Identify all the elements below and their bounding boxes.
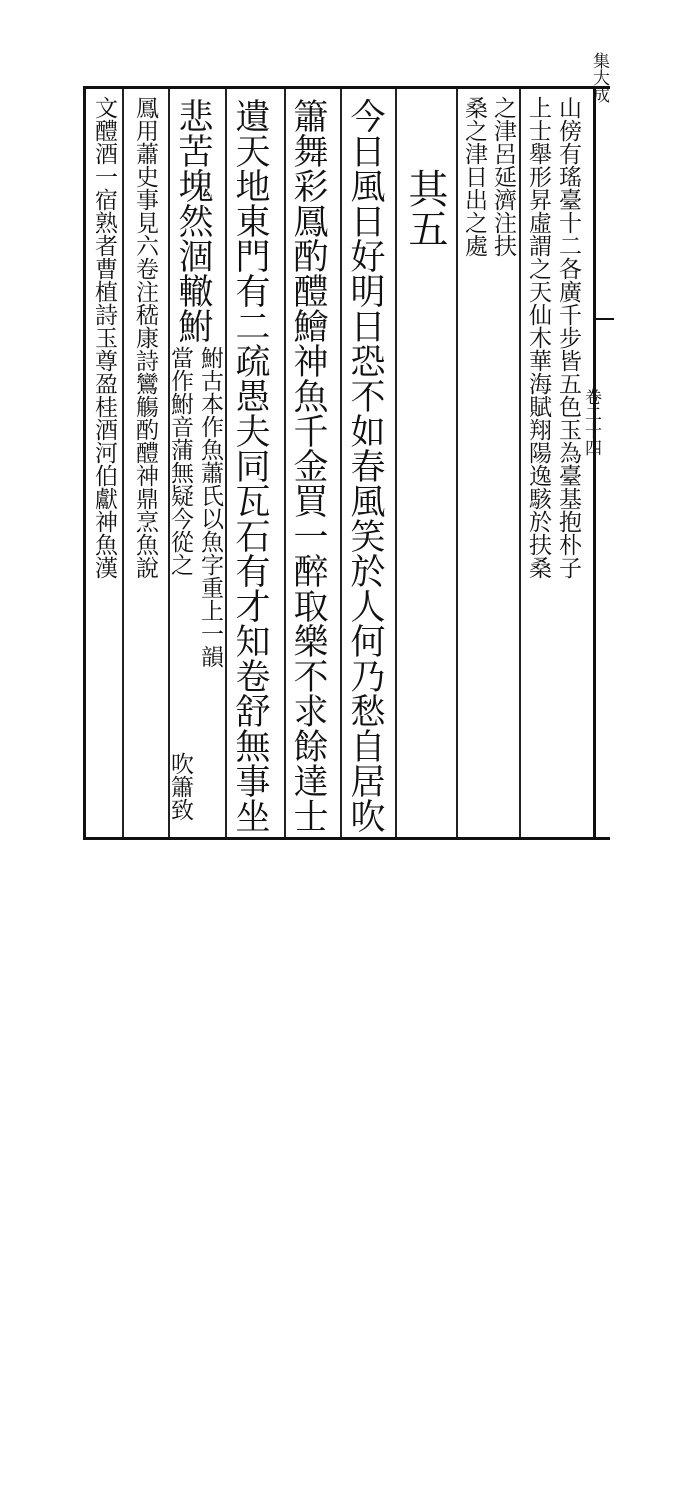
commentary-column: 鳳用蕭史事見六卷注嵇康詩鸞觴酌醴神鼎烹魚說 — [132, 96, 158, 579]
poem-column: 遺天地東門有二疏愚夫同瓦石有才知卷舒無事坐 — [230, 98, 270, 833]
commentary-column: 文醴酒一宿熟者曹植詩玉尊盈桂酒河伯獻神魚漢 — [91, 96, 117, 579]
column-rule — [456, 89, 458, 837]
column-rule — [284, 89, 286, 837]
text-column: 山傍有瑤臺十二各廣千步皆五色玉為臺基抱朴子 — [555, 96, 581, 579]
column-rule — [340, 89, 342, 837]
section-title: 其五 — [402, 168, 448, 248]
commentary-column: 當作鮒音蒲無疑今從之 — [167, 346, 193, 576]
column-rule — [225, 89, 227, 837]
volume-label: 卷二十四 — [581, 388, 601, 456]
text-column: 上士舉形昇虛謂之天仙木華海賦翔陽逸駭於扶桑 — [525, 96, 551, 579]
column-rule — [519, 89, 521, 837]
commentary-column: 鮒古本作魚蕭氏以魚字重上一韻 — [197, 346, 223, 668]
column-rule — [122, 89, 124, 837]
page-frame-margin — [596, 86, 610, 840]
poem-column: 悲苦塊然涸轍鮒 — [173, 98, 213, 343]
commentary-column: 吹簫致 — [167, 752, 193, 821]
fishtail-mark — [596, 318, 614, 320]
text-column: 桑之津日出之處 — [461, 96, 487, 257]
margin-title: 集大成 — [589, 52, 609, 103]
poem-column: 簫舞彩鳳酌醴鱠神魚千金買一醉取樂不求餘達士 — [288, 98, 328, 833]
poem-column: 今日風日好明日恐不如春風笑於人何乃愁自居吹 — [345, 98, 385, 833]
text-column: 之津呂延濟注扶 — [490, 96, 516, 257]
column-rule — [395, 89, 397, 837]
